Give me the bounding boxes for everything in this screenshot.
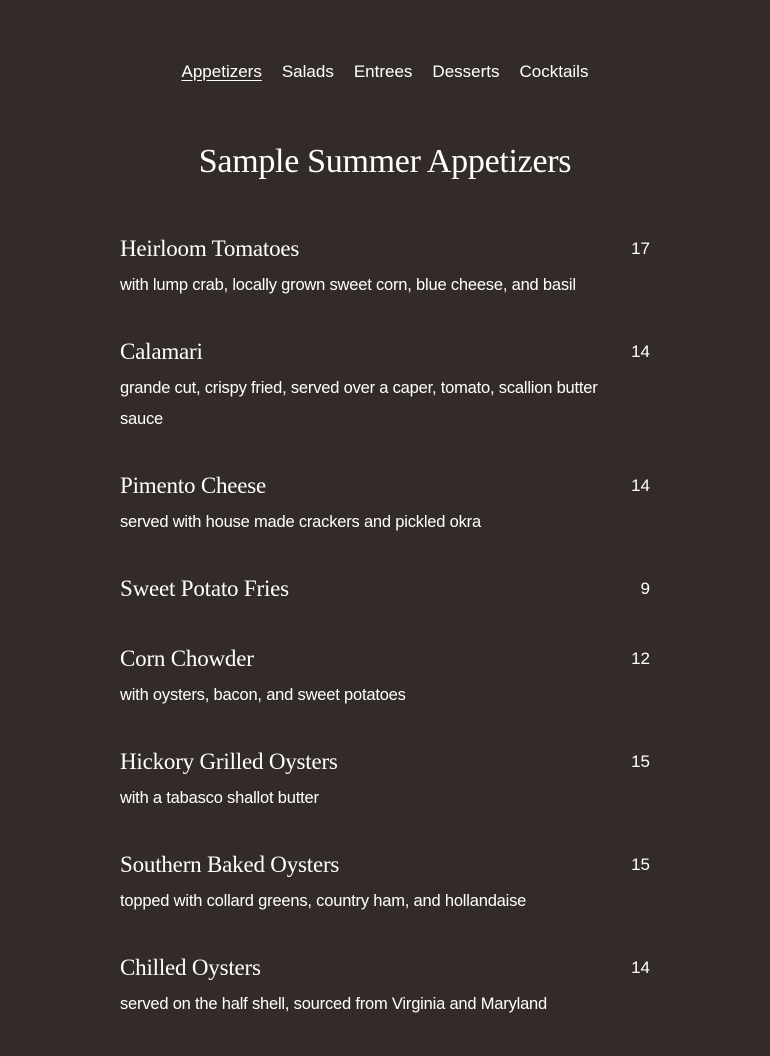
menu-item-description: served with house made crackers and pickled okra [120,513,481,531]
menu-item-name: Corn Chowder [120,646,254,671]
menu-item-price: 9 [640,579,650,598]
menu-item-description: grande cut, crispy fried, served over a caper, tomato, scallion butter sauce [120,379,598,428]
menu-item-name: Sweet Potato Fries [120,576,289,601]
menu-item-name: Pimento Cheese [120,473,267,498]
menu-item [120,574,650,604]
tab-cocktails[interactable]: Cocktails [519,62,589,81]
menu-item [120,953,650,1020]
menu-item-price: 14 [631,342,650,361]
menu-item-name: Southern Baked Oysters [120,852,340,877]
tab-salads[interactable]: Salads [281,62,334,81]
menu-item [120,850,650,917]
menu-item [120,337,650,435]
menu-item [120,234,650,301]
menu-item-name: Heirloom Tomatoes [120,236,300,261]
tab-appetizers[interactable]: Appetizers [181,62,262,81]
menu-item-price: 14 [631,476,650,495]
menu-item-price: 15 [631,855,650,874]
menu-item-price: 15 [631,752,650,771]
menu-item-description: with a tabasco shallot butter [120,789,319,807]
menu-item [120,747,650,814]
menu-item-description: with lump crab, locally grown sweet corn, blue cheese, and basil [120,276,576,294]
menu-item [120,471,650,538]
tab-desserts[interactable]: Desserts [432,62,500,81]
menu-item-name: Calamari [120,339,203,364]
menu-category-nav [0,60,770,84]
menu-item-name: Hickory Grilled Oysters [120,749,338,774]
page-title: Sample Summer Appetizers [198,143,572,180]
menu-list [120,234,650,1056]
menu-item-description: with oysters, bacon, and sweet potatoes [120,686,406,704]
menu-item [120,644,650,711]
menu-item-description: topped with collard greens, country ham, and hollandaise [120,892,527,910]
menu-item-price: 12 [631,649,650,668]
menu-item-description: served on the half shell, sourced from Virginia and Maryland [120,995,548,1013]
menu-item-price: 17 [631,239,650,258]
menu-item-name: Chilled Oysters [120,955,261,980]
menu-item-price: 14 [631,958,650,977]
tab-entrees[interactable]: Entrees [353,62,413,81]
